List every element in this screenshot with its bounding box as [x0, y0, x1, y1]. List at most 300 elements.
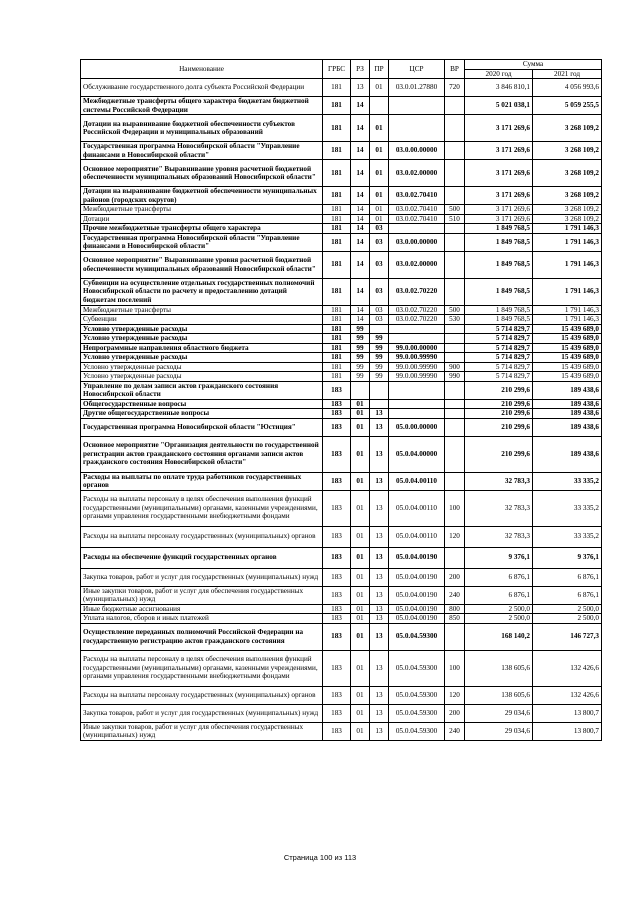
table-row [81, 568, 602, 586]
table-row [81, 686, 602, 704]
row-vr [445, 324, 465, 334]
row-csr: 03.0.02.70220 [389, 278, 445, 305]
table-row [81, 334, 602, 344]
row-sum-2021: 33 335,2 [533, 472, 602, 490]
row-name: Расходы на выплаты персоналу государственных (муниципальных) органов [81, 686, 323, 704]
row-name: Уплата налогов, сборов и иных платежей [81, 614, 323, 624]
row-name: Непрограммные направления областного бюджета [81, 343, 323, 353]
row-rz: 01 [351, 604, 370, 614]
row-sum-2020: 138 605,6 [465, 650, 533, 686]
row-sum-2021: 15 439 689,0 [533, 324, 602, 334]
row-name: Условно утвержденные расходы [81, 353, 323, 363]
row-csr: 05.0.04.00190 [389, 604, 445, 614]
page-footer: Страница 100 из 113 [283, 853, 357, 862]
table-row [81, 436, 602, 472]
row-csr: 05.0.04.59300 [389, 722, 445, 740]
row-vr: 850 [445, 614, 465, 624]
row-pr: 13 [370, 650, 389, 686]
table-row [81, 205, 602, 215]
row-vr [445, 278, 465, 305]
row-vr: 500 [445, 205, 465, 215]
row-vr: 100 [445, 650, 465, 686]
row-rz: 13 [351, 79, 370, 97]
row-name: Расходы на выплаты персоналу в целях обеспечения выполнения функций государственными (муниципальными) органами, казенными учреждениями, органами управления государственными внебюджетными фондами [81, 490, 323, 526]
row-pr: 13 [370, 614, 389, 624]
row-grbs: 181 [323, 233, 351, 251]
row-pr: 13 [370, 418, 389, 436]
header-name: Наименование [81, 60, 323, 79]
row-pr: 13 [370, 472, 389, 490]
row-rz: 01 [351, 650, 370, 686]
table-row [81, 214, 602, 224]
row-vr [445, 623, 465, 650]
row-sum-2020: 6 876,1 [465, 568, 533, 586]
row-sum-2021: 1 791 146,3 [533, 278, 602, 305]
row-name: Обслуживание государственного долга субъекта Российской Федерации [81, 79, 323, 97]
row-rz: 01 [351, 436, 370, 472]
row-sum-2020: 3 171 269,6 [465, 214, 533, 224]
row-csr [389, 399, 445, 409]
row-pr: 99 [370, 372, 389, 382]
row-sum-2021: 15 439 689,0 [533, 362, 602, 372]
header-year-2021: 2021 год [533, 69, 602, 79]
header-year-2020: 2020 год [465, 69, 533, 79]
row-sum-2020: 138 605,6 [465, 686, 533, 704]
row-grbs: 181 [323, 79, 351, 97]
row-rz: 01 [351, 623, 370, 650]
row-grbs: 183 [323, 623, 351, 650]
table-row [81, 251, 602, 278]
row-sum-2021: 189 438,6 [533, 399, 602, 409]
row-name: Основное мероприятие "Организация деятельности по государственной регистрации актов гражданского состояния органами записи актов гражданского состояния Новосибирской области" [81, 436, 323, 472]
row-rz: 01 [351, 399, 370, 409]
table-row [81, 399, 602, 409]
table-row [81, 315, 602, 325]
row-csr: 05.0.04.00110 [389, 526, 445, 547]
row-pr: 01 [370, 160, 389, 187]
row-vr [445, 233, 465, 251]
row-vr: 240 [445, 722, 465, 740]
table-row [81, 547, 602, 568]
row-grbs: 183 [323, 526, 351, 547]
row-name: Межбюджетные трансферты [81, 205, 323, 215]
row-csr: 03.0.02.00000 [389, 251, 445, 278]
row-sum-2020: 3 171 269,6 [465, 160, 533, 187]
row-name: Закупка товаров, работ и услуг для государственных (муниципальных) нужд [81, 704, 323, 722]
row-name: Государственная программа Новосибирской области "Управление финансами в Новосибирской области" [81, 142, 323, 160]
row-vr: 200 [445, 568, 465, 586]
row-vr: 240 [445, 586, 465, 604]
row-rz: 99 [351, 353, 370, 363]
header-vr: ВР [445, 60, 465, 79]
row-csr [389, 224, 445, 234]
row-grbs: 183 [323, 381, 351, 399]
row-pr: 01 [370, 187, 389, 205]
row-vr: 990 [445, 372, 465, 382]
row-sum-2021: 146 727,3 [533, 623, 602, 650]
row-rz: 14 [351, 160, 370, 187]
row-sum-2021: 13 800,7 [533, 722, 602, 740]
row-pr: 13 [370, 490, 389, 526]
row-csr: 05.0.04.00190 [389, 547, 445, 568]
row-rz: 14 [351, 142, 370, 160]
table-row [81, 324, 602, 334]
row-csr: 05.0.04.00000 [389, 436, 445, 472]
row-pr: 99 [370, 343, 389, 353]
row-vr: 200 [445, 704, 465, 722]
row-rz: 01 [351, 490, 370, 526]
row-name: Условно утвержденные расходы [81, 334, 323, 344]
row-sum-2020: 1 849 768,5 [465, 233, 533, 251]
row-grbs: 183 [323, 399, 351, 409]
row-grbs: 181 [323, 362, 351, 372]
row-rz: 14 [351, 115, 370, 142]
row-name: Дотации на выравнивание бюджетной обеспеченности муниципальных районов (городских округов) [81, 187, 323, 205]
row-rz: 01 [351, 409, 370, 419]
row-rz: 99 [351, 334, 370, 344]
row-grbs: 181 [323, 315, 351, 325]
row-name: Осуществление переданных полномочий Российской Федерации на государственную регистрацию актов гражданского состояния [81, 623, 323, 650]
row-sum-2020: 9 376,1 [465, 547, 533, 568]
row-grbs: 181 [323, 372, 351, 382]
row-grbs: 181 [323, 251, 351, 278]
row-pr: 99 [370, 362, 389, 372]
row-sum-2021: 1 791 146,3 [533, 233, 602, 251]
row-vr: 900 [445, 362, 465, 372]
row-grbs: 183 [323, 586, 351, 604]
row-name: Основное мероприятие" Выравнивание уровня расчетной бюджетной обеспеченности муниципальных образований Новосибирской области" [81, 160, 323, 187]
row-pr [370, 381, 389, 399]
row-sum-2020: 1 849 768,5 [465, 315, 533, 325]
row-sum-2021: 9 376,1 [533, 547, 602, 568]
table-row [81, 97, 602, 115]
row-vr: 800 [445, 604, 465, 614]
row-sum-2020: 5 714 829,7 [465, 334, 533, 344]
row-grbs: 181 [323, 224, 351, 234]
row-csr: 03.0.02.70220 [389, 315, 445, 325]
row-sum-2020: 2 500,0 [465, 614, 533, 624]
row-csr [389, 324, 445, 334]
row-pr [370, 97, 389, 115]
row-name: Условно утвержденные расходы [81, 362, 323, 372]
row-pr: 13 [370, 526, 389, 547]
row-vr [445, 472, 465, 490]
row-rz: 14 [351, 251, 370, 278]
row-vr [445, 115, 465, 142]
row-vr [445, 399, 465, 409]
row-name: Иные бюджетные ассигнования [81, 604, 323, 614]
row-vr [445, 381, 465, 399]
row-sum-2021: 3 268 109,2 [533, 115, 602, 142]
budget-table [80, 59, 602, 741]
row-csr: 03.0.00.00000 [389, 233, 445, 251]
row-grbs: 181 [323, 142, 351, 160]
row-name: Расходы на обеспечение функций государственных органов [81, 547, 323, 568]
row-sum-2020: 3 171 269,6 [465, 205, 533, 215]
row-name: Иные закупки товаров, работ и услуг для обеспечения государственных (муниципальных) нужд [81, 722, 323, 740]
row-csr: 99.0.00.99990 [389, 362, 445, 372]
row-pr [370, 399, 389, 409]
row-sum-2020: 5 714 829,7 [465, 343, 533, 353]
row-rz: 01 [351, 586, 370, 604]
row-vr: 510 [445, 214, 465, 224]
row-vr [445, 160, 465, 187]
row-pr: 13 [370, 547, 389, 568]
row-sum-2021: 6 876,1 [533, 586, 602, 604]
row-rz: 01 [351, 704, 370, 722]
row-name: Основное мероприятие" Выравнивание уровня расчетной бюджетной обеспеченности муниципальных образований Новосибирской области" [81, 251, 323, 278]
table-row [81, 604, 602, 614]
table-row [81, 233, 602, 251]
row-csr [389, 115, 445, 142]
row-sum-2021: 2 500,0 [533, 604, 602, 614]
row-name: Дотации [81, 214, 323, 224]
table-header [81, 60, 602, 79]
row-rz: 01 [351, 568, 370, 586]
row-sum-2021: 132 426,6 [533, 686, 602, 704]
row-csr: 05.0.04.59300 [389, 623, 445, 650]
row-sum-2020: 1 849 768,5 [465, 224, 533, 234]
row-pr: 01 [370, 115, 389, 142]
row-rz [351, 381, 370, 399]
row-sum-2020: 3 171 269,6 [465, 187, 533, 205]
row-rz: 01 [351, 526, 370, 547]
row-grbs: 181 [323, 343, 351, 353]
row-sum-2021: 189 438,6 [533, 418, 602, 436]
row-grbs: 181 [323, 305, 351, 315]
row-sum-2021: 132 426,6 [533, 650, 602, 686]
table-row [81, 490, 602, 526]
row-sum-2020: 5 714 829,7 [465, 324, 533, 334]
row-pr: 13 [370, 436, 389, 472]
row-grbs: 181 [323, 205, 351, 215]
row-vr [445, 97, 465, 115]
row-grbs: 183 [323, 547, 351, 568]
row-grbs: 183 [323, 650, 351, 686]
row-rz: 14 [351, 233, 370, 251]
table-row [81, 586, 602, 604]
row-name: Межбюджетные трансферты [81, 305, 323, 315]
row-vr [445, 187, 465, 205]
row-sum-2020: 5 714 829,7 [465, 353, 533, 363]
row-csr: 05.0.04.59300 [389, 650, 445, 686]
row-grbs: 183 [323, 418, 351, 436]
row-name: Государственная программа Новосибирской области "Управление финансами в Новосибирской области" [81, 233, 323, 251]
table-row [81, 142, 602, 160]
row-vr [445, 409, 465, 419]
row-name: Расходы на выплаты персоналу в целях обеспечения выполнения функций государственными (муниципальными) органами, казенными учреждениями, органами управления государственными внебюджетными фондами [81, 650, 323, 686]
row-name: Расходы на выплаты по оплате труда работников государственных органов [81, 472, 323, 490]
row-rz: 14 [351, 97, 370, 115]
row-sum-2021: 189 438,6 [533, 436, 602, 472]
row-name: Расходы на выплаты персоналу государственных (муниципальных) органов [81, 526, 323, 547]
row-sum-2021: 3 268 109,2 [533, 187, 602, 205]
row-pr: 03 [370, 278, 389, 305]
row-sum-2020: 210 299,6 [465, 381, 533, 399]
row-grbs: 181 [323, 160, 351, 187]
row-sum-2021: 1 791 146,3 [533, 251, 602, 278]
table-row [81, 79, 602, 97]
row-grbs: 183 [323, 568, 351, 586]
row-csr: 05.0.04.59300 [389, 704, 445, 722]
row-vr: 530 [445, 315, 465, 325]
table-row [81, 353, 602, 363]
row-grbs: 183 [323, 436, 351, 472]
row-grbs: 181 [323, 353, 351, 363]
table-row [81, 115, 602, 142]
row-pr: 99 [370, 334, 389, 344]
row-sum-2020: 29 034,6 [465, 704, 533, 722]
row-rz: 99 [351, 324, 370, 334]
row-csr: 03.0.02.70410 [389, 205, 445, 215]
row-pr [370, 324, 389, 334]
table-row [81, 472, 602, 490]
row-csr: 03.0.02.00000 [389, 160, 445, 187]
row-name: Иные закупки товаров, работ и услуг для обеспечения государственных (муниципальных) нужд [81, 586, 323, 604]
row-name: Условно утвержденные расходы [81, 372, 323, 382]
header-csr: ЦСР [389, 60, 445, 79]
table-row [81, 722, 602, 740]
row-grbs: 181 [323, 334, 351, 344]
row-pr: 13 [370, 722, 389, 740]
row-sum-2020: 168 140,2 [465, 623, 533, 650]
row-grbs: 181 [323, 214, 351, 224]
row-name: Межбюджетные трансферты общего характера бюджетам бюджетной системы Российской Федерации [81, 97, 323, 115]
row-sum-2021: 5 059 255,5 [533, 97, 602, 115]
row-sum-2020: 5 714 829,7 [465, 362, 533, 372]
row-sum-2021: 4 056 993,6 [533, 79, 602, 97]
table-row [81, 160, 602, 187]
table-row [81, 623, 602, 650]
row-grbs: 181 [323, 278, 351, 305]
row-sum-2020: 32 783,3 [465, 490, 533, 526]
row-vr [445, 334, 465, 344]
row-sum-2021: 189 438,6 [533, 409, 602, 419]
row-sum-2021: 15 439 689,0 [533, 343, 602, 353]
row-csr: 05.0.04.00110 [389, 472, 445, 490]
row-rz: 01 [351, 722, 370, 740]
row-rz: 99 [351, 343, 370, 353]
row-sum-2021: 3 268 109,2 [533, 205, 602, 215]
row-pr: 13 [370, 704, 389, 722]
row-csr [389, 97, 445, 115]
row-vr: 100 [445, 490, 465, 526]
row-csr: 05.0.04.00190 [389, 614, 445, 624]
table-row [81, 526, 602, 547]
row-pr: 13 [370, 568, 389, 586]
row-csr: 05.0.04.00110 [389, 490, 445, 526]
row-name: Управление по делам записи актов гражданского состояния Новосибирской области [81, 381, 323, 399]
row-pr: 99 [370, 353, 389, 363]
table-row [81, 278, 602, 305]
table-row [81, 362, 602, 372]
row-pr: 01 [370, 205, 389, 215]
row-sum-2021: 6 876,1 [533, 568, 602, 586]
row-sum-2020: 1 849 768,5 [465, 251, 533, 278]
row-csr: 03.0.02.70220 [389, 305, 445, 315]
row-sum-2020: 1 849 768,5 [465, 278, 533, 305]
row-vr [445, 418, 465, 436]
row-sum-2021: 33 335,2 [533, 526, 602, 547]
table-row [81, 224, 602, 234]
row-pr: 01 [370, 214, 389, 224]
row-sum-2020: 5 021 038,1 [465, 97, 533, 115]
table-body [81, 79, 602, 741]
row-pr: 01 [370, 79, 389, 97]
row-sum-2021: 15 439 689,0 [533, 372, 602, 382]
row-rz: 01 [351, 686, 370, 704]
row-grbs: 181 [323, 324, 351, 334]
table-row [81, 409, 602, 419]
row-rz: 14 [351, 214, 370, 224]
row-name: Другие общегосударственные вопросы [81, 409, 323, 419]
table-row [81, 614, 602, 624]
row-sum-2020: 3 846 810,1 [465, 79, 533, 97]
row-pr: 13 [370, 604, 389, 614]
row-pr: 03 [370, 315, 389, 325]
row-pr: 13 [370, 623, 389, 650]
row-name: Субвенции на осуществление отдельных государственных полномочий Новосибирской области по расчету и предоставлению дотаций бюджетам поселений [81, 278, 323, 305]
row-sum-2021: 3 268 109,2 [533, 142, 602, 160]
row-pr: 03 [370, 224, 389, 234]
row-sum-2021: 3 268 109,2 [533, 214, 602, 224]
row-vr [445, 142, 465, 160]
row-grbs: 181 [323, 115, 351, 142]
row-pr: 03 [370, 251, 389, 278]
row-sum-2021: 15 439 689,0 [533, 334, 602, 344]
row-grbs: 183 [323, 490, 351, 526]
row-csr: 99.0.00.99990 [389, 353, 445, 363]
row-csr: 99.0.00.00000 [389, 343, 445, 353]
row-vr [445, 547, 465, 568]
row-grbs: 183 [323, 409, 351, 419]
row-csr: 05.0.04.59300 [389, 686, 445, 704]
row-csr: 05.0.04.00190 [389, 586, 445, 604]
row-sum-2021: 1 791 146,3 [533, 315, 602, 325]
row-rz: 01 [351, 472, 370, 490]
table-row [81, 418, 602, 436]
header-grbs: ГРБС [323, 60, 351, 79]
table-row [81, 372, 602, 382]
row-sum-2021: 189 438,6 [533, 381, 602, 399]
header-rz: РЗ [351, 60, 370, 79]
row-pr: 13 [370, 409, 389, 419]
row-vr: 500 [445, 305, 465, 315]
header-pr: ПР [370, 60, 389, 79]
row-sum-2020: 1 849 768,5 [465, 305, 533, 315]
row-vr [445, 251, 465, 278]
table-row [81, 381, 602, 399]
row-grbs: 183 [323, 686, 351, 704]
row-vr [445, 436, 465, 472]
row-grbs: 183 [323, 722, 351, 740]
row-pr: 03 [370, 305, 389, 315]
row-name: Условно утвержденные расходы [81, 324, 323, 334]
table-row [81, 704, 602, 722]
row-rz: 14 [351, 224, 370, 234]
row-vr: 120 [445, 526, 465, 547]
row-sum-2021: 13 800,7 [533, 704, 602, 722]
row-rz: 14 [351, 205, 370, 215]
row-sum-2020: 29 034,6 [465, 722, 533, 740]
row-rz: 99 [351, 362, 370, 372]
row-csr: 03.0.02.70410 [389, 187, 445, 205]
table-row [81, 305, 602, 315]
row-grbs: 183 [323, 604, 351, 614]
table-row [81, 343, 602, 353]
row-rz: 14 [351, 278, 370, 305]
row-sum-2021: 1 791 146,3 [533, 224, 602, 234]
